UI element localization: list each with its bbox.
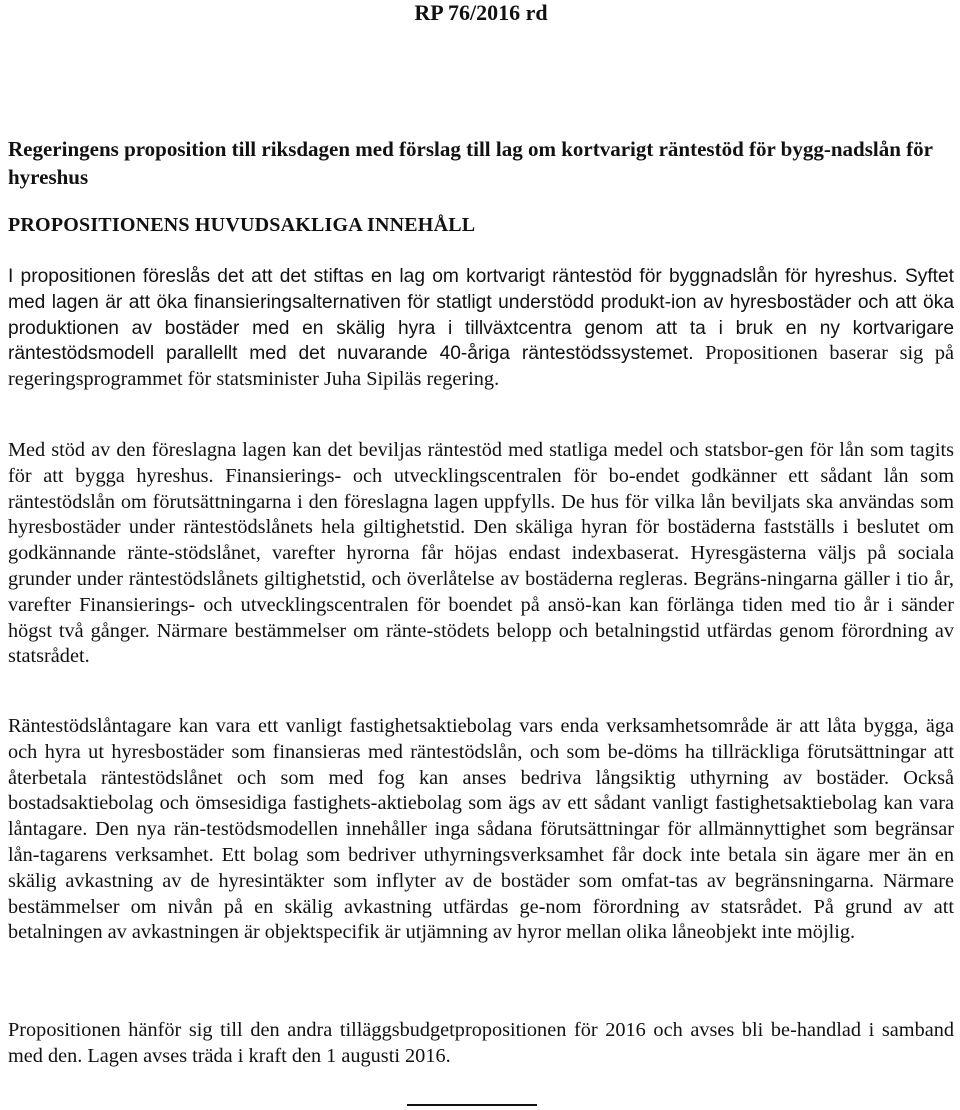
paragraph-4: Propositionen hänför sig till den andra tilläggsbudgetpropositionen för 2016 och avses bli be-handlad i samband med den. Lagen avses träda i kraft den 1 augusti 2016. (8, 1019, 954, 1067)
end-divider-line (407, 1104, 537, 1106)
paragraph-2: Med stöd av den föreslagna lagen kan det beviljas räntestöd med statliga medel och statsbor-gen för lån som tagits för att bygga hyreshus. Finansierings- och utvecklingscentralen för bo-endet godkänner ett sådant lån som räntestödslån om förutsättningarna i den föreslagna lagen uppfylls. De hus för vilka lån beviljats ska användas som hyresbostäder under räntestödslånets hela giltighetstid. Den skäliga hyran för bostäderna fastställs i beslutet om godkännande ränte-stödslånet, varefter hyrorna får höjas endast indexbaserat. Hyresgästerna väljs på sociala grunder under räntestödslånets giltighetstid, och överlåtelse av bostäderna regleras. Begräns-ningarna gäller i tio år, varefter Finansierings- och utvecklingscentralen för boendet på ansö-kan kan förlänga tiden med tio år i sänder högst två gånger. Närmare bestämmelser om ränte-stödets belopp och betalningstid utfärdas genom förordning av statsrådet. (8, 439, 954, 668)
proposition-title: Regeringens proposition till riksdagen med förslag till lag om kortvarigt räntestöd för bygg-nadslån för hyreshus (8, 137, 933, 189)
paragraph-3: Räntestödslåntagare kan vara ett vanligt fastighetsaktiebolag vars enda verksamhetsområde är att låta bygga, äga och hyra ut hyresbostäder som finansieras med räntestödslån, och som be-döms ha tillräckliga förutsättningar att återbetala räntestödslånet och som med fog kan anses bedriva långsiktig uthyrning av bostäder. Också bostadsaktiebolag och ömsesidiga fastighets-aktiebolag som ägs av ett sådant vanligt fastighetsaktiebolag kan vara låntagare. Den nya rän-testödsmodellen innehåller inga sådana förutsättningar för allmännyttighet som begränsar lån-tagarens verksamhet. Ett bolag som bedriver uthyrningsverksamhet får dock inte betala sin ägare mer än en skälig avkastning av de hyresintäkter som inflyter av de bostäder som omfat-tas av begränsningarna. Närmare bestämmelser om nivån på en skälig avkastning utfärdas ge-nom förordning av statsrådet. På grund av att betalningen av avkastningen är objektspecifik är utjämning av hyror mellan olika låneobjekt inte möjlig. (8, 715, 954, 944)
document-number: RP 76/2016 rd (414, 0, 548, 25)
paragraph-1-tail: Propositionen baserar sig på regeringsprogrammet för statsminister Juha Sipiläs regering. (8, 342, 954, 391)
paragraph-1 (8, 264, 954, 393)
summary-heading: PROPOSITIONENS HUVUDSAKLIGA INNEHÅLL (8, 214, 476, 236)
paragraph-1-main: I propositionen föreslås det att det stiftas en lag om kortvarigt räntestöd för byggnadslån för hyreshus. Syftet med lagen är att öka finansieringsalternativen för statligt understödd produkt-ion av hyresbostäder och att öka produktionen av bostäder med en skälig hyra i tillväxtcentra genom att ta i bruk en ny kortvarigare räntestödsmodell parallellt med det nuvarande 40-åriga räntestödssystemet. (8, 266, 954, 365)
